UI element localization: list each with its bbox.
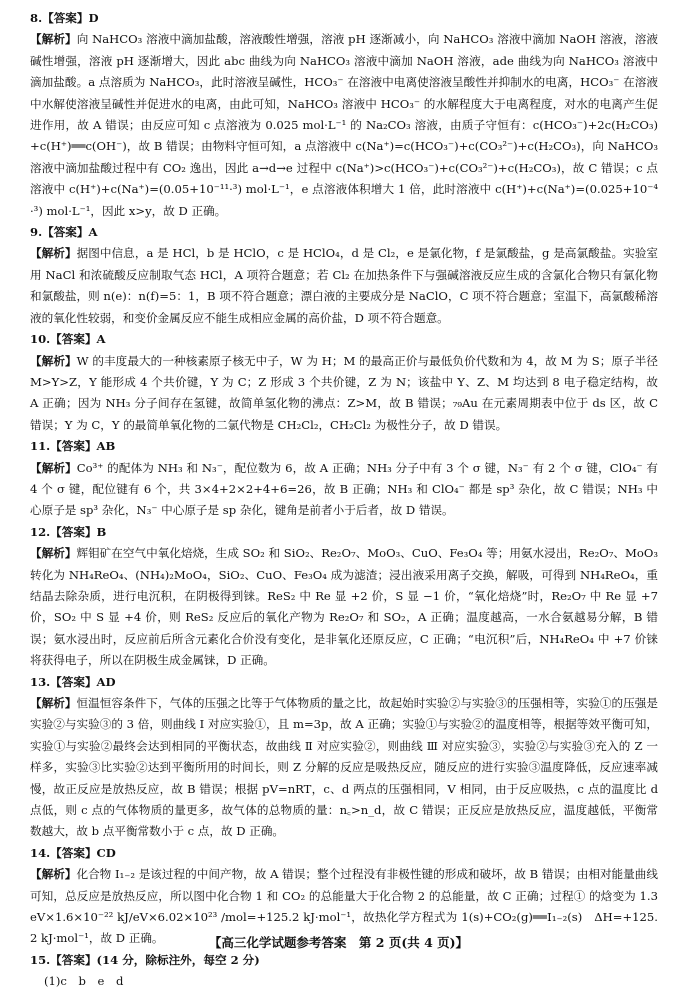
- answer-line: 9.【答案】A: [30, 225, 98, 240]
- analysis-paragraph: [30, 458, 658, 522]
- answer-line: 8.【答案】D: [30, 11, 99, 25]
- analysis-tag: 【解析】: [30, 460, 77, 475]
- question-15: [30, 950, 658, 993]
- question-9: [30, 222, 658, 329]
- analysis-paragraph: [30, 543, 658, 671]
- analysis-text: 恒温恒容条件下，气体的压强之比等于气体物质的量之比，故起始时实验②与实验③的压强相等，实验①的压强是实验②与实验③的 3 倍，则曲线 Ⅰ 对应实验①，且 m=3p，故 A 正确；实验①与实验②的温度相等，根据等效平衡可知，实验①与实验②最终会达到相同的平衡状态，故曲线 Ⅱ 对应实验②，则曲线 Ⅲ 对应实验③，实验②与实验③充入的 Z 一样多，实验③比实验②达到平衡所用的时间长，则 Z 分解的反应是吸热反应，随反应的进行实验③温度降低，反应速率减慢，故正反应是放热反应，故 B 错误；根据 pV=nRT，c、d 两点的压强相同，V 相同，由于反应吸热，c 点的温度比 d 点低，则 c 点的气体物质的量更多，故气体的总物质的量：n꜀>n_d，故 C 错误；正反应是放热反应，温度越低，平衡常数越大，故 b 点平衡常数小于 c 点，故 D 正确。: [30, 696, 658, 839]
- question-11: [30, 436, 658, 522]
- question-8: [30, 8, 658, 222]
- analysis-tag: 【解析】: [30, 353, 77, 368]
- page-footer: 【高三化学试题参考答案 第 2 页(共 4 页)】: [208, 935, 469, 950]
- answer-line: 14.【答案】CD: [30, 845, 116, 860]
- analysis-paragraph: [30, 351, 658, 437]
- analysis-paragraph: [30, 243, 658, 329]
- analysis-text: W 的丰度最大的一种核素原子核无中子，W 为 H；M 的最高正价与最低负价代数和为 4，故 M 为 S；原子半径 M>Y>Z，Y 能形成 4 个共价键，Y 为 C；Z 形成 3 个共价键，Z 为 N；该盐中 Y、Z、M 均达到 8 电子稳定结构，故 A 正确；因为 NH₃ 分子间存在氢键，故简单氢化物的沸点：Z>M，故 B 错误；₇₉Au 在元素周期表中位于 ds 区，故 C 错误；Y 为 C，Y 的最简单氧化物的二氯代物是 CH₂Cl₂，CH₂Cl₂ 为极性分子，故 D 错误。: [30, 353, 658, 432]
- sub-answer: (1)c b e d: [44, 974, 124, 989]
- analysis-text: 向 NaHCO₃ 溶液中滴加盐酸，溶液酸性增强，溶液 pH 逐渐减小，向 NaHCO₃ 溶液中滴加 NaOH 溶液，溶液碱性增强，溶液 pH 逐渐增大，因此 abc 曲线为向 NaHCO₃ 溶液中滴加 NaOH 溶液，ade 曲线为向 NaHCO₃ 溶液中滴加盐酸。a 点溶质为 NaHCO₃，此时溶液呈碱性，HCO₃⁻ 在溶液中电离使溶液呈酸性并抑制水的电离，HCO₃⁻ 在溶液中水解使溶液呈碱性并促进水的电离，由此可知，NaHCO₃ 溶液中 HCO₃⁻ 的水解程度大于电离程度，对水的电离产生促进作用，故 A 错误；由反应可知 c 点溶液为 0.025 mol·L⁻¹ 的 Na₂CO₃ 溶液，由质子守恒有：c(HCO₃⁻)+2c(H₂CO₃)+c(H⁺)══c(OH⁻)，故 B 错误；由物料守恒可知，a 点溶液中 c(Na⁺)=c(HCO₃⁻)+c(CO₃²⁻)+c(H₂CO₃)，向 NaHCO₃ 溶液中滴加盐酸过程中有 CO₂ 逸出，因此 a→d→e 过程中 c(Na⁺)>c(HCO₃⁻)+c(CO₃²⁻)+c(H₂CO₃)，故 C 错误；c 点溶液中 c(H⁺)+c(Na⁺)=(0.05+10⁻¹¹·³) mol·L⁻¹，e 点溶液体积增大 1 倍，此时溶液中 c(H⁺)+c(Na⁺)=(0.025+10⁻⁴·³) mol·L⁻¹，因此 x>y，故 D 正确。: [30, 32, 658, 218]
- analysis-paragraph: [30, 693, 658, 843]
- analysis-tag: 【解析】: [30, 867, 77, 882]
- answer-line: 15.【答案】(14 分，除标注外，每空 2 分): [30, 952, 260, 967]
- answer-line: 13.【答案】AD: [30, 674, 116, 689]
- analysis-tag: 【解析】: [30, 246, 77, 261]
- analysis-paragraph: [30, 29, 658, 222]
- answer-line: 12.【答案】B: [30, 524, 107, 539]
- answer-line: 10.【答案】A: [30, 332, 106, 347]
- analysis-text: 辉钼矿在空气中氧化焙烧，生成 SO₂ 和 SiO₂、Re₂O₇、MoO₃、CuO、Fe₃O₄ 等；用氨水浸出，Re₂O₇、MoO₃ 转化为 NH₄ReO₄、(NH₄)₂MoO₄，SiO₂、CuO、Fe₃O₄ 成为滤渣；浸出液采用离子交换，解吸，可得到 NH₄ReO₄，重结晶去除杂质，进行电沉积，在阴极得到铼。ReS₂ 中 Re 显 +2 价，S 显 −1 价，“氧化焙烧”时，Re₂O₇ 中 Re 显 +7 价，SO₂ 中 S 显 +4 价，则 ReS₂ 反应后的氧化产物为 Re₂O₇ 和 SO₂，A 正确；温度越高，一水合氨越易分解，B 错误；氨水浸出时，反应前后所含元素化合价没有变化，是非氧化还原反应，C 正确；“电沉积”后，NH₄ReO₄ 中 +7 价铼将获得电子，所以在阴极生成金属铼，D 正确。: [30, 546, 658, 668]
- analysis-tag: 【解析】: [30, 32, 77, 47]
- analysis-text: 据图中信息，a 是 HCl，b 是 HClO，c 是 HClO₄，d 是 Cl₂，e 是氯化物，f 是氯酸盐，g 是高氯酸盐。实验室用 NaCl 和浓硫酸反应制取气态 HCl，A 项符合题意；若 Cl₂ 在加热条件下与强碱溶液反应生成的含氯化合物只有氯化物和氯酸盐，则 n(e)：n(f)=5：1，B 项不符合题意；漂白液的主要成分是 NaClO，C 项不符合题意；室温下，高氯酸稀溶液的氧化性较弱，和变价金属反应不能生成相应金属的高价盐，D 项不符合题意。: [30, 246, 658, 325]
- analysis-tag: 【解析】: [30, 696, 77, 710]
- analysis-text: Co³⁺ 的配体为 NH₃ 和 N₃⁻，配位数为 6，故 A 正确；NH₃ 分子中有 3 个 σ 键，N₃⁻ 有 2 个 σ 键，ClO₄⁻ 有 4 个 σ 键，配位键有 6 个，共 3×4+2×2+4+6=26，故 B 正确；NH₃ 和 ClO₄⁻ 都是 sp³ 杂化，故 C 错误；NH₃ 中心原子是 sp³ 杂化，N₃⁻ 中心原子是 sp 杂化，键角是前者小于后者，故 D 错误。: [30, 460, 658, 518]
- analysis-text: 化合物 Ⅰ₁₋₂ 是该过程的中间产物，故 A 错误；整个过程没有非极性键的形成和破坏，故 B 错误；由相对能量曲线可知，总反应是放热反应，所以图中化合物 1 和 CO₂ 的总能量大于化合物 2 的总能量，故 C 正确；过程① 的焓变为 1.3 eV×1.6×10⁻²² kJ/eV×6.02×10²³ /mol=+125.2 kJ·mol⁻¹，故热化学方程式为 1(s)+CO₂(g)══Ⅰ₁₋₂(s) ΔH=+125.2 kJ·mol⁻¹，故 D 正确。: [30, 867, 658, 946]
- answers-body: [30, 8, 658, 993]
- question-12: [30, 522, 658, 672]
- analysis-tag: 【解析】: [30, 546, 77, 561]
- question-13: [30, 672, 658, 843]
- question-10: [30, 329, 658, 436]
- answer-line: 11.【答案】AB: [30, 439, 116, 454]
